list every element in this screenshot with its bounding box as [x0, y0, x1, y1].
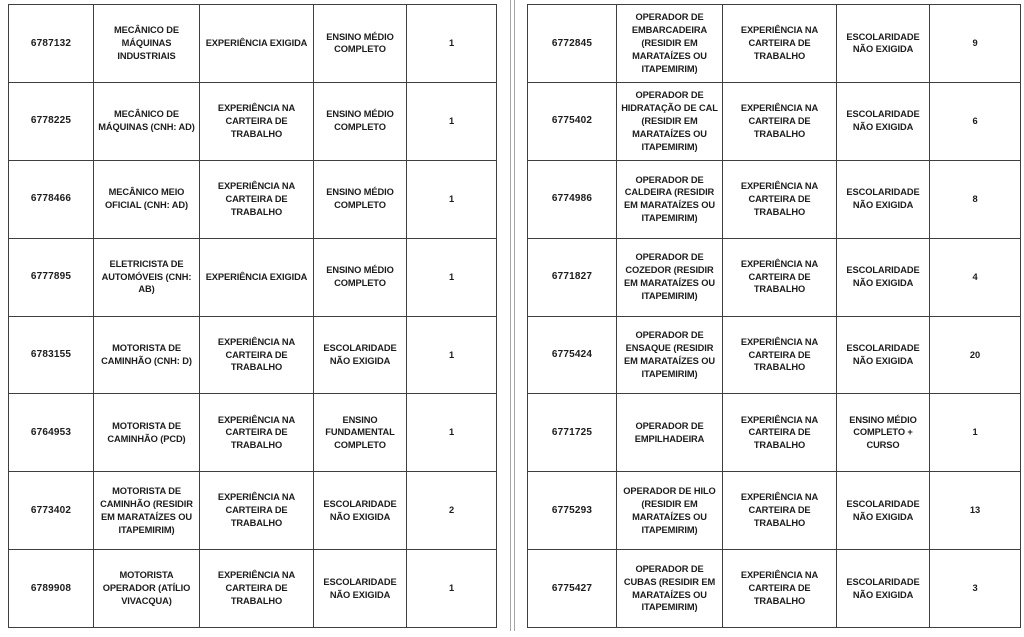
- cell-experience: EXPERIÊNCIA EXIGIDA: [200, 239, 314, 316]
- cell-title: MECÂNICO MEIO OFICIAL (CNH: AD): [94, 161, 200, 238]
- cell-title: OPERADOR DE EMPILHADEIRA: [617, 394, 723, 471]
- cell-experience: EXPERIÊNCIA NA CARTEIRA DE TRABALHO: [200, 83, 314, 160]
- cell-vacancies: 8: [972, 193, 978, 204]
- cell-code: 6775293: [528, 472, 617, 549]
- cell-code: 6775427: [528, 550, 617, 627]
- cell-title: OPERADOR DE CALDEIRA (RESIDIR EM MARATAÍZES OU ITAPEMIRIM): [617, 161, 723, 238]
- table-row: [9, 550, 496, 627]
- cell-title: ELETRICISTA DE AUTOMÓVEIS (CNH: AB): [94, 239, 200, 316]
- cell-vacancies: 3: [972, 583, 978, 594]
- cell-vacancies: 1: [448, 583, 455, 594]
- cell-code: 6778466: [9, 161, 94, 238]
- cell-education: ENSINO FUNDAMENTAL COMPLETO: [314, 394, 407, 471]
- cell-title: MOTORISTA DE CAMINHÃO (PCD): [94, 394, 200, 471]
- cell-title: OPERADOR DE COZEDOR (RESIDIR EM MARATAÍZES OU ITAPEMIRIM): [617, 239, 723, 316]
- cell-experience: EXPERIÊNCIA NA CARTEIRA DE TRABALHO: [723, 550, 837, 627]
- cell-title: MECÂNICO DE MÁQUINAS (CNH: AD): [94, 83, 200, 160]
- table-row: [528, 5, 1020, 83]
- cell-code: 6789908: [9, 550, 94, 627]
- cell-education: ESCOLARIDADE NÃO EXIGIDA: [837, 239, 930, 316]
- cell-experience: EXPERIÊNCIA NA CARTEIRA DE TRABALHO: [200, 317, 314, 394]
- cell-code: 6775424: [528, 317, 617, 394]
- job-vacancies-table-left: [8, 4, 497, 628]
- cell-title: OPERADOR DE CUBAS (RESIDIR EM MARATAÍZES OU ITAPEMIRIM): [617, 550, 723, 627]
- cell-education: ESCOLARIDADE NÃO EXIGIDA: [314, 550, 407, 627]
- table-row: [9, 5, 496, 83]
- cell-experience: EXPERIÊNCIA NA CARTEIRA DE TRABALHO: [723, 83, 837, 160]
- table-row: [528, 161, 1020, 239]
- cell-title: MOTORISTA DE CAMINHÃO (RESIDIR EM MARATAÍZES OU ITAPEMIRIM): [94, 472, 200, 549]
- cell-education: ESCOLARIDADE NÃO EXIGIDA: [314, 472, 407, 549]
- cell-code: 6783155: [9, 317, 94, 394]
- table-row: [9, 161, 496, 239]
- cell-experience: EXPERIÊNCIA NA CARTEIRA DE TRABALHO: [723, 239, 837, 316]
- cell-code: 6772845: [528, 5, 617, 82]
- page-column-divider: [510, 0, 515, 631]
- cell-title: MOTORISTA DE CAMINHÃO (CNH: D): [94, 317, 200, 394]
- cell-education: ENSINO MÉDIO COMPLETO: [314, 161, 407, 238]
- cell-code: 6764953: [9, 394, 94, 471]
- table-row: [9, 472, 496, 550]
- cell-title: OPERADOR DE EMBARCADEIRA (RESIDIR EM MARATAÍZES OU ITAPEMIRIM): [617, 5, 723, 82]
- cell-experience: EXPERIÊNCIA NA CARTEIRA DE TRABALHO: [723, 161, 837, 238]
- cell-vacancies: 1: [448, 115, 455, 126]
- cell-experience: EXPERIÊNCIA NA CARTEIRA DE TRABALHO: [200, 161, 314, 238]
- cell-vacancies: 13: [969, 505, 981, 516]
- cell-code: 6777895: [9, 239, 94, 316]
- table-row: [528, 239, 1020, 317]
- cell-education: ESCOLARIDADE NÃO EXIGIDA: [837, 550, 930, 627]
- cell-code: 6778225: [9, 83, 94, 160]
- cell-vacancies: 1: [972, 427, 978, 438]
- table-row: [528, 83, 1020, 161]
- cell-vacancies: 20: [969, 349, 981, 360]
- cell-education: ESCOLARIDADE NÃO EXIGIDA: [837, 83, 930, 160]
- cell-experience: EXPERIÊNCIA NA CARTEIRA DE TRABALHO: [723, 472, 837, 549]
- cell-education: ENSINO MÉDIO COMPLETO: [314, 239, 407, 316]
- cell-code: 6771725: [528, 394, 617, 471]
- cell-education: ESCOLARIDADE NÃO EXIGIDA: [837, 161, 930, 238]
- cell-education: ENSINO MÉDIO COMPLETO: [314, 83, 407, 160]
- table-row: [528, 550, 1020, 627]
- cell-title: OPERADOR DE ENSAQUE (RESIDIR EM MARATAÍZES OU ITAPEMIRIM): [617, 317, 723, 394]
- table-row: [528, 394, 1020, 472]
- cell-vacancies: 2: [448, 505, 455, 516]
- cell-code: 6773402: [9, 472, 94, 549]
- cell-experience: EXPERIÊNCIA NA CARTEIRA DE TRABALHO: [200, 472, 314, 549]
- cell-experience: EXPERIÊNCIA NA CARTEIRA DE TRABALHO: [723, 317, 837, 394]
- cell-experience: EXPERIÊNCIA NA CARTEIRA DE TRABALHO: [723, 5, 837, 82]
- cell-experience: EXPERIÊNCIA NA CARTEIRA DE TRABALHO: [200, 550, 314, 627]
- cell-code: 6771827: [528, 239, 617, 316]
- cell-experience: EXPERIÊNCIA EXIGIDA: [200, 5, 314, 82]
- table-row: [528, 317, 1020, 395]
- cell-education: ENSINO MÉDIO COMPLETO + CURSO: [837, 394, 930, 471]
- cell-code: 6774986: [528, 161, 617, 238]
- cell-experience: EXPERIÊNCIA NA CARTEIRA DE TRABALHO: [200, 394, 314, 471]
- cell-vacancies: 1: [448, 38, 455, 49]
- cell-vacancies: 6: [972, 115, 978, 126]
- cell-vacancies: 1: [448, 427, 455, 438]
- table-row: [9, 239, 496, 317]
- cell-title: OPERADOR DE HILO (RESIDIR EM MARATAÍZES OU ITAPEMIRIM): [617, 472, 723, 549]
- table-row: [528, 472, 1020, 550]
- cell-education: ESCOLARIDADE NÃO EXIGIDA: [837, 472, 930, 549]
- cell-vacancies: 4: [972, 271, 978, 282]
- table-row: [9, 83, 496, 161]
- cell-vacancies: 1: [448, 349, 455, 360]
- cell-vacancies: 1: [448, 271, 455, 282]
- cell-title: MOTORISTA OPERADOR (ATÍLIO VIVACQUA): [94, 550, 200, 627]
- cell-vacancies: 1: [448, 193, 455, 204]
- table-row: [9, 394, 496, 472]
- cell-code: 6775402: [528, 83, 617, 160]
- cell-code: 6787132: [9, 5, 94, 82]
- cell-education: ESCOLARIDADE NÃO EXIGIDA: [314, 317, 407, 394]
- table-row: [9, 317, 496, 395]
- cell-title: MECÂNICO DE MÁQUINAS INDUSTRIAIS: [94, 5, 200, 82]
- cell-education: ENSINO MÉDIO COMPLETO: [314, 5, 407, 82]
- job-vacancies-table-right: [527, 4, 1021, 628]
- cell-experience: EXPERIÊNCIA NA CARTEIRA DE TRABALHO: [723, 394, 837, 471]
- cell-education: ESCOLARIDADE NÃO EXIGIDA: [837, 5, 930, 82]
- cell-title: OPERADOR DE HIDRATAÇÃO DE CAL (RESIDIR EM MARATAÍZES OU ITAPEMIRIM): [617, 83, 723, 160]
- cell-education: ESCOLARIDADE NÃO EXIGIDA: [837, 317, 930, 394]
- cell-vacancies: 9: [972, 38, 978, 49]
